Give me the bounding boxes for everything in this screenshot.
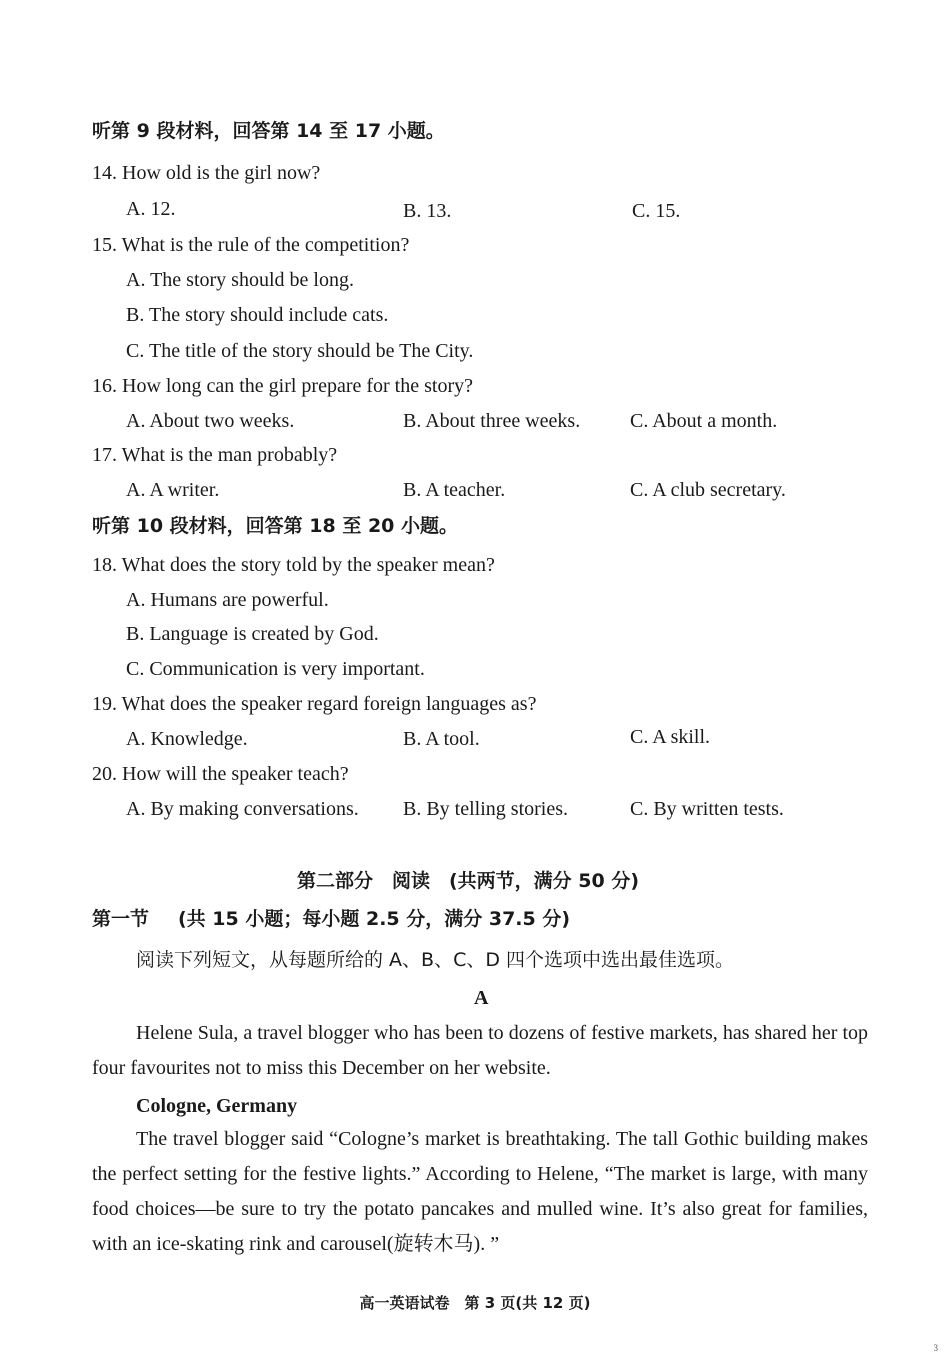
q16-option-c: C. About a month. [630,410,778,432]
q16-option-a: A. About two weeks. [126,410,295,432]
q18-option-a: A. Humans are powerful. [126,589,329,611]
q19-option-b: B. A tool. [403,728,480,750]
q19-option-a: A. Knowledge. [126,728,248,750]
q20-option-b: B. By telling stories. [403,798,568,820]
q14-option-a: A. 12. [126,198,176,220]
q20-option-a: A. By making conversations. [126,798,359,820]
q15-option-b: B. The story should include cats. [126,304,389,326]
q15-option-a: A. The story should be long. [126,269,354,291]
passage-subheading: Cologne, Germany [136,1095,298,1117]
question-19: 19. What does the speaker regard foreign languages as? [92,693,537,715]
passage-intro: Helene Sula, a travel blogger who has been to dozens of festive markets, has shared her top four favourites not to miss this December on her website. [92,1022,868,1079]
passage-letter: A [474,987,489,1009]
question-20: 20. How will the speaker teach? [92,763,349,785]
question-14: 14. How old is the girl now? [92,162,321,184]
section1-info: (共 15 小题；每小题 2.5 分，满分 37.5 分) [178,908,571,930]
page-footer: 高一英语试卷 第 3 页(共 12 页) [359,1294,591,1312]
q17-option-a: A. A writer. [126,479,220,501]
page-mark: 3 [933,1343,938,1353]
question-17: 17. What is the man probably? [92,444,338,466]
question-16: 16. How long can the girl prepare for the story? [92,375,473,397]
section1-label: 第一节 [92,908,150,930]
passage-body: The travel blogger said “Cologne’s market is breathtaking. The tall Gothic building makes the perfect setting for the festive lights.” According to Helene, “The market is large, with many food choices—be sure to try the potato pancakes and mulled wine. It’s also great for families, with an ice-skating rink and carousel(旋转木马). ” [92,1128,868,1255]
part2-title: 第二部分 阅读 (共两节，满分 50 分) [297,870,640,892]
question-15: 15. What is the rule of the competition? [92,234,410,256]
q17-option-b: B. A teacher. [403,479,506,501]
question-18: 18. What does the story told by the speaker mean? [92,554,495,576]
section10-heading: 听第 10 段材料，回答第 18 至 20 小题。 [92,515,459,537]
q18-option-b: B. Language is created by God. [126,623,379,645]
q18-option-c: C. Communication is very important. [126,658,425,680]
q14-option-c: C. 15. [632,200,681,222]
q15-option-c: C. The title of the story should be The City. [126,340,474,362]
q20-option-c: C. By written tests. [630,798,784,820]
q14-option-b: B. 13. [403,200,452,222]
q19-option-c: C. A skill. [630,726,711,748]
q16-option-b: B. About three weeks. [403,410,581,432]
q17-option-c: C. A club secretary. [630,479,786,501]
section9-heading: 听第 9 段材料，回答第 14 至 17 小题。 [92,120,445,142]
reading-instruction: 阅读下列短文，从每题所给的 A、B、C、D 四个选项中选出最佳选项。 [136,949,735,971]
